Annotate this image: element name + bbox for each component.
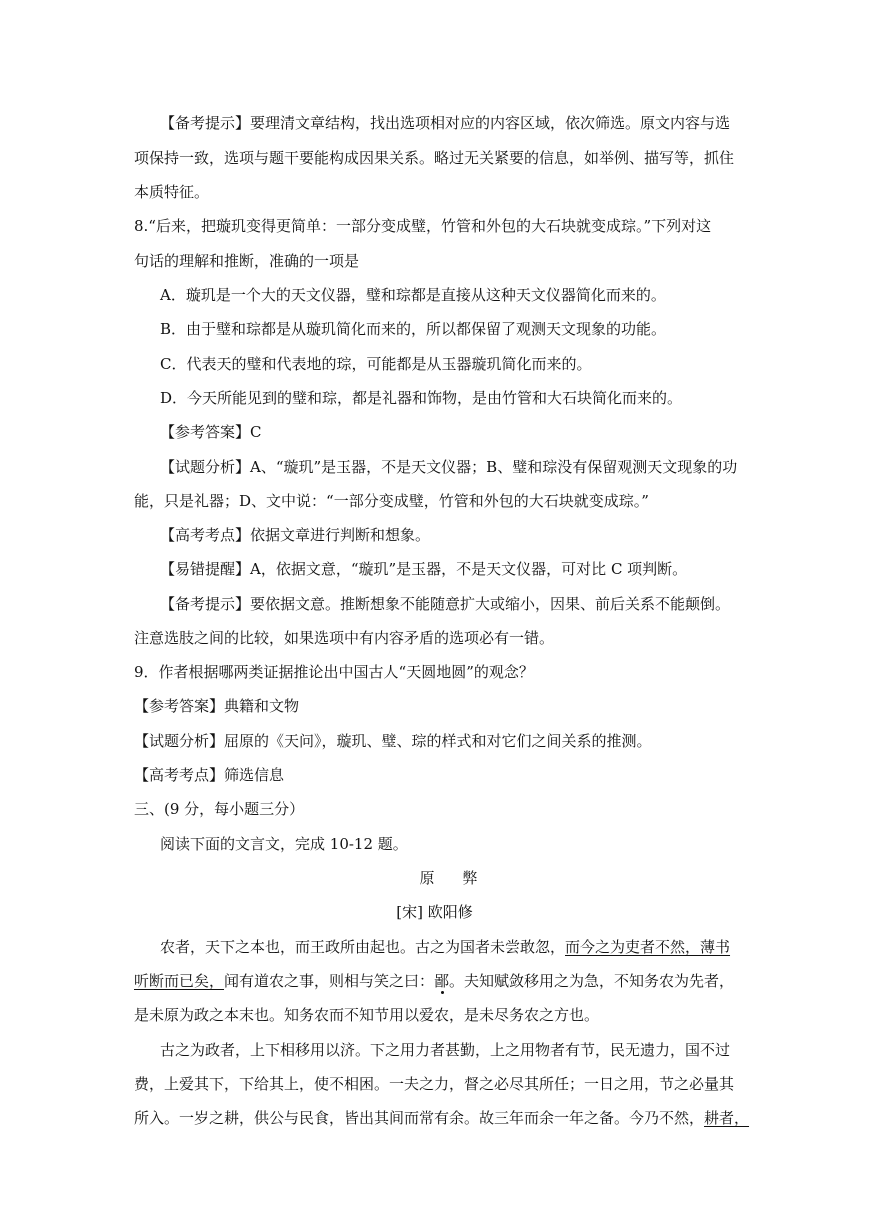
underlined-sentence: 耕者， [704,1109,750,1127]
passage-line-6 [134,1108,749,1128]
passage-line-4: 古之为政者，上下相移用以济。下之用力者甚勤，上之用物者有节，民无遗力，国不过 [160,1041,731,1059]
passage-title: 原弊 [419,869,506,887]
option-c: C．代表天的璧和代表地的琮，可能都是从玉器璇玑简化而来的。 [160,355,592,373]
passage-text: 所入。一岁之耕，供公与民食，皆出其间而常有余。故三年而余一年之备。今乃不然， [134,1109,705,1127]
tip-line-2: 项保持一致，选项与题干要能构成因果关系。略过无关紧要的信息，如举例、描写等，抓住 [134,149,735,167]
section-three-heading: 三、(9 分，每小题三分） [134,800,305,818]
passage-line-3: 是未原为政之本末也。知务农而不知节用以爱农，是未尽务农之方也。 [134,1006,600,1024]
emphasis-dotted-char: 鄙 [434,972,450,990]
error-reminder-8: 【易错提醒】A，依据文意，“璇玑”是玉器，不是天文仪器，可对比 C 项判断。 [160,560,688,578]
passage-text: 闻有道农之事，则相与笑之曰： [224,972,435,990]
passage-text: 农者，天下之本也，而王政所由起也。古之为国者未尝敢忽， [160,938,566,956]
passage-line-1 [160,937,730,957]
option-a: A．璇玑是一个大的天文仪器，璧和琮都是直接从这种天文仪器简化而来的。 [160,286,666,304]
analysis-9: 【试题分析】屈原的《天问》，璇玑、璧、琮的样式和对它们之间关系的推测。 [134,732,652,750]
option-d: D．今天所能见到的璧和琮，都是礼器和饰物，是由竹管和大石块简化而来的。 [160,389,683,407]
question-8-line-1: 8.“后来，把璇玑变得更简单：一部分变成璧，竹管和外包的大石块就变成琮。”下列对这 [134,217,712,235]
passage-text: 。夫知赋敛移用之为急，不知务农为先者， [449,972,735,990]
question-8-line-2: 句话的理解和推断，准确的一项是 [134,252,360,270]
prep-tip-8-line-2: 注意选肢之间的比较，如果选项中有内容矛盾的选项必有一错。 [134,629,555,647]
tip-line-1: 【备考提示】要理清文章结构，找出选项相对应的内容区域，依次筛选。原文内容与选 [160,114,731,132]
passage-line-2 [134,971,734,991]
question-9: 9．作者根据哪两类证据推论出中国古人“天圆地圆”的观念？ [134,663,534,681]
answer-9: 【参考答案】典籍和文物 [134,697,300,715]
underlined-sentence: 听断而已矣， [134,972,225,990]
exam-point-8: 【高考考点】依据文章进行判断和想象。 [160,526,431,544]
analysis-8-line-2: 能，只是礼器；D、文中说：“一部分变成璧，竹管和外包的大石块就变成琮。” [134,492,649,510]
section-instruction: 阅读下面的文言文，完成 10-12 题。 [160,835,408,853]
underlined-sentence: 而今之为吏者不然，薄书 [565,938,731,956]
tip-line-3: 本质特征。 [134,183,210,201]
passage-line-5: 费，上爱其下，下给其上，使不相困。一夫之力，督之必尽其所任；一日之用，节之必量其 [134,1075,735,1093]
answer-8: 【参考答案】C [160,423,262,441]
exam-point-9: 【高考考点】筛选信息 [134,766,285,784]
option-b: B．由于璧和琮都是从璇玑简化而来的，所以都保留了观测天文现象的功能。 [160,320,667,338]
prep-tip-8-line-1: 【备考提示】要依据文意。推断想象不能随意扩大或缩小，因果、前后关系不能颠倒。 [160,595,731,613]
passage-author: [宋] 欧阳修 [396,903,473,921]
analysis-8-line-1: 【试题分析】A、“璇玑”是玉器，不是天文仪器；B、璧和琮没有保留观测天文现象的功 [160,458,738,476]
